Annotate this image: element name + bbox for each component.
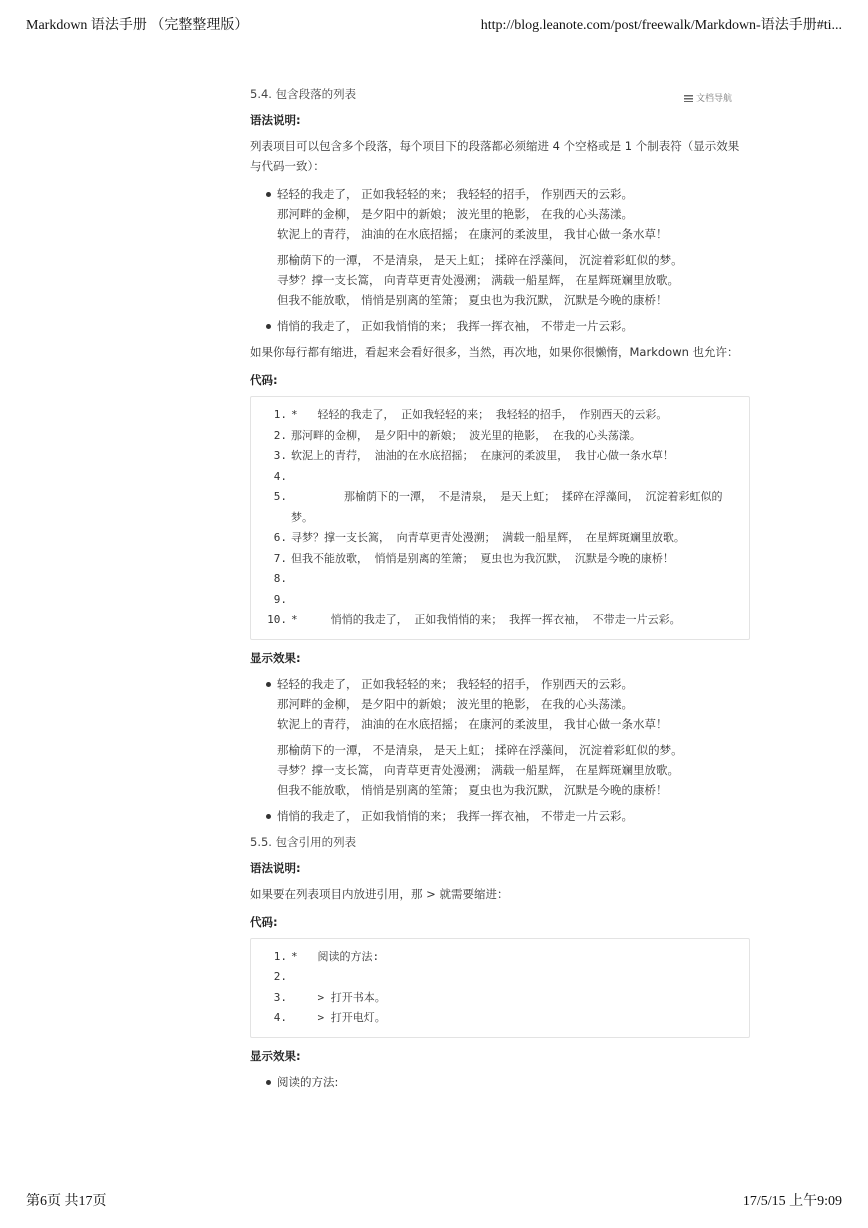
poem-line: 轻轻的我走了， 正如我轻轻的来； 我轻轻的招手， 作别西天的云彩。 <box>277 187 633 201</box>
code-line <box>251 405 749 426</box>
line-number: 9. <box>273 592 287 606</box>
poem-line: 那榆荫下的一潭， 不是清泉， 是天上虹； 揉碎在浮藻间， 沉淀着彩虹似的梦。 <box>277 253 683 267</box>
rendered-list <box>250 674 750 826</box>
result-label: 显示效果: <box>250 1048 301 1063</box>
code-text: > 打开书本。 <box>291 990 386 1004</box>
line-number: 8. <box>273 572 287 585</box>
section-heading-5-5: 5.5. 包含引用的列表 <box>250 834 357 849</box>
code-text: 那榆荫下的一潭， 不是清泉， 是天上虹； 揉碎在浮藻间， 沉淀着彩虹似的梦。 <box>291 490 723 524</box>
code-text <box>287 590 749 611</box>
line-number: 3. <box>273 449 287 462</box>
list-item <box>250 1072 750 1092</box>
code-text: 寻梦？撑一支长篙， 向青草更青处漫溯； 满载一船星辉， 在星辉斑斓里放歌。 <box>291 531 685 544</box>
page-url[interactable]: http://blog.leanote.com/post/freewalk/Markdown-语法手册#ti... <box>480 18 842 33</box>
poem-line: 寻梦？撑一支长篙， 向青草更青处漫溯； 满载一船星辉， 在星辉斑斓里放歌。 <box>277 762 679 777</box>
poem-line: 那榆荫下的一潭， 不是清泉， 是天上虹； 揉碎在浮藻间， 沉淀着彩虹似的梦。 <box>277 742 683 757</box>
code-line <box>251 467 749 488</box>
rendered-list <box>250 1072 750 1092</box>
code-line <box>251 590 749 611</box>
article-content <box>250 84 750 1098</box>
code-text <box>287 569 749 590</box>
doc-nav-label: 文档导航 <box>696 94 733 104</box>
poem-line: 但我不能放歌， 悄悄是别离的笙箫； 夏虫也为我沉默， 沉默是今晚的康桥！ <box>277 782 668 797</box>
code-line <box>251 426 749 447</box>
poem-line: 那河畔的金柳， 是夕阳中的新娘； 波光里的艳影， 在我的心头荡漾。 <box>277 207 633 221</box>
poem-line: 寻梦？撑一支长篙， 向青草更青处漫溯； 满载一船星辉， 在星辉斑斓里放歌。 <box>277 273 679 287</box>
code-line <box>251 610 749 631</box>
code-label: 代码: <box>250 914 278 929</box>
line-number: 4. <box>273 469 287 483</box>
code-block <box>250 938 750 1038</box>
code-line <box>251 947 749 968</box>
code-text: * 轻轻的我走了， 正如我轻轻的来； 我轻轻的招手， 作别西天的云彩。 <box>291 408 668 421</box>
line-number: 1. <box>273 949 287 963</box>
code-text <box>287 967 749 988</box>
list-item-text: 阅读的方法: <box>277 1074 339 1089</box>
syntax-label: 语法说明: <box>250 860 301 875</box>
line-number: 6. <box>273 531 287 544</box>
code-line <box>251 569 749 590</box>
syntax-text: 列表项目可以包含多个段落，每个项目下的段落都必须缩进 4 个空格或是 1 个制表符（显示效果与代码一致）： <box>250 139 740 173</box>
poem-line: 软泥上的青荇， 油油的在水底招摇； 在康河的柔波里， 我甘心做一条水草！ <box>277 227 668 241</box>
code-line <box>251 528 749 549</box>
note-text: 如果你每行都有缩进，看起来会看好很多，当然，再次地，如果你很懒惰，Markdown 也允许： <box>250 345 739 359</box>
code-text: * 悄悄的我走了， 正如我悄悄的来； 我挥一挥衣袖， 不带走一片云彩。 <box>291 613 681 626</box>
line-number: 2. <box>273 970 287 983</box>
poem-line: 悄悄的我走了， 正如我悄悄的来； 我挥一挥衣袖， 不带走一片云彩。 <box>277 808 633 823</box>
line-number: 4. <box>273 1011 287 1024</box>
list-item <box>250 316 750 336</box>
result-label: 显示效果: <box>250 650 301 665</box>
poem-line: 那河畔的金柳， 是夕阳中的新娘； 波光里的艳影， 在我的心头荡漾。 <box>277 696 633 711</box>
line-number: 7. <box>273 551 287 565</box>
line-number: 1. <box>273 408 287 421</box>
code-line <box>251 988 749 1009</box>
section-heading-5-4: 5.4. 包含段落的列表 <box>250 87 357 101</box>
poem-line: 软泥上的青荇， 油油的在水底招摇； 在康河的柔波里， 我甘心做一条水草！ <box>277 716 668 731</box>
code-text: > 打开电灯。 <box>291 1011 386 1024</box>
code-text: 那河畔的金柳， 是夕阳中的新娘； 波光里的艳影， 在我的心头荡漾。 <box>291 428 641 442</box>
list-item <box>250 806 750 826</box>
code-line <box>251 1008 749 1029</box>
line-number: 10. <box>267 613 287 626</box>
code-text: 软泥上的青荇， 油油的在水底招摇； 在康河的柔波里， 我甘心做一条水草！ <box>291 449 674 462</box>
syntax-text: 如果要在列表项目内放进引用，那 > 就需要缩进： <box>250 886 509 901</box>
line-number: 2. <box>273 428 287 442</box>
poem-line: 悄悄的我走了， 正如我悄悄的来； 我挥一挥衣袖， 不带走一片云彩。 <box>277 319 633 333</box>
line-number: 3. <box>273 990 287 1004</box>
poem-line: 但我不能放歌， 悄悄是别离的笙箫； 夏虫也为我沉默， 沉默是今晚的康桥！ <box>277 293 668 307</box>
code-line <box>251 446 749 467</box>
rendered-list <box>250 184 750 336</box>
code-line <box>251 487 749 528</box>
code-line <box>251 967 749 988</box>
list-item <box>250 674 750 800</box>
syntax-label: 语法说明: <box>250 113 301 127</box>
code-text: * 阅读的方法: <box>291 949 380 963</box>
page-title: Markdown 语法手册 （完整整理版） <box>26 18 249 33</box>
poem-line: 轻轻的我走了， 正如我轻轻的来； 我轻轻的招手， 作别西天的云彩。 <box>277 676 633 691</box>
list-item <box>250 184 750 310</box>
code-line <box>251 549 749 570</box>
code-text <box>287 467 749 488</box>
code-label: 代码: <box>250 373 278 387</box>
line-number: 5. <box>273 490 287 503</box>
page-counter: 第6页 共17页 <box>26 1194 107 1209</box>
code-text: 但我不能放歌， 悄悄是别离的笙箫； 夏虫也为我沉默， 沉默是今晚的康桥！ <box>291 551 674 565</box>
code-block <box>250 396 750 640</box>
print-datetime: 17/5/15 上午9:09 <box>742 1194 842 1209</box>
